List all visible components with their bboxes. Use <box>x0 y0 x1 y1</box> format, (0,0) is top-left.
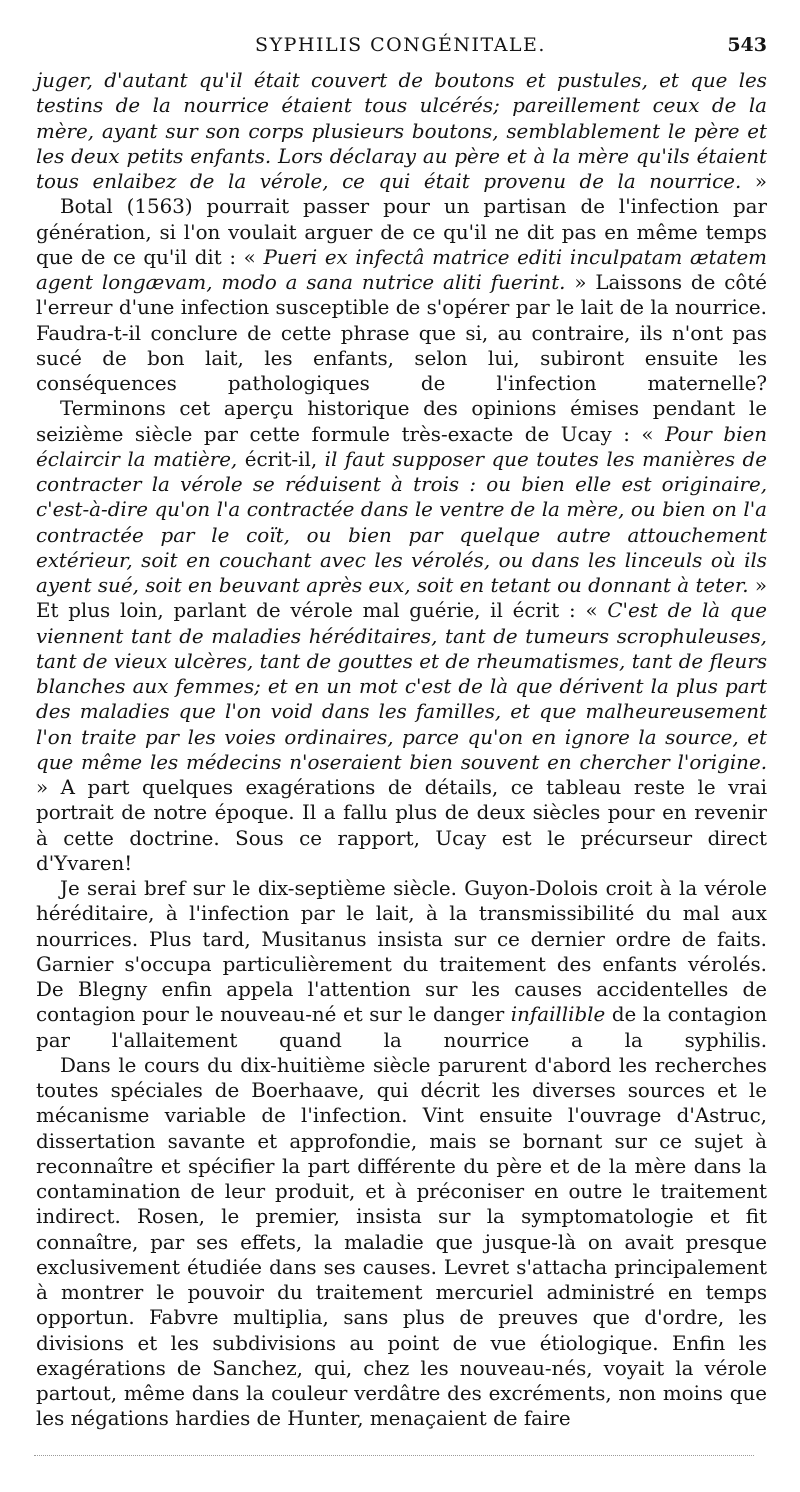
text-segment: Pueri ex infectâ matrice editi inculpatam ætatem agent longævam, modo a sana nutrice aliti fuerint. <box>36 245 767 294</box>
text-segment: Dans le cours du dix-huitième siècle parurent d'abord les recherches toutes spéciales de Boerhaave, qui décrit les diverses sources et le mécanisme variable de l'infection. Vint ensuite l'ouvrage d'Astruc, dissertation savante et approfondie, mais se bornant sur ce sujet à reconnaître et spécifier la part différente du père et de la mère dans la contamination de leur produit, et à préconiser en outre le traitement indirect. Rosen, le premier, insista sur la symptomatologie et fit connaître, par ses effets, la maladie que jusque-là on avait presque exclusivement étudiée dans ses causes. Levret s'attacha principalement à montrer le pouvoir du traitement mercuriel administré en temps opportun. Fabvre multiplia, sans plus de preuves que d'ordre, les divisions et les subdivisions au point de vue étiologique. Enfin les exagérations de Sanchez, qui, chez les nouveau-nés, voyait la vérole partout, même dans la couleur verdâtre des excréments, non moins que les négations hardies de Hunter, menaçaient de faire <box>36 1053 767 1431</box>
text-segment: Je serai bref sur le dix-septième siècle. Guyon-Dolois croit à la vérole héréditaire, à l'infection par le lait, à la transmissibilité du mal aux nourrices. Plus tard, Musitanus insista sur ce dernier ordre de faits. Garnier s'occupa particulièrement du traitement des enfants vérolés. De Blegny enfin appela l'attention sur les causes accidentelles de contagion pour le nouveau-né et sur le danger <box>36 877 767 1027</box>
text-segment: il faut supposer que toutes les manières de contracter la vérole se réduisent à trois : ou bien elle est originaire, c'est-à-dire qu'on l'a contractée dans le ventre de la mère, ou bien on l'a contractée par le coït, ou bien par quelque autre attouchement extérieur, soit en couchant avec les vérolés, ou dans les linceuls où ils ayent sué, soit en beuvant après eux, soit en tetant ou donnant à teter. <box>36 447 767 597</box>
page-header <box>34 26 767 60</box>
text-segment: Terminons cet aperçu historique des opinions émises pendant le seizième siècle par cette formule très-exacte de Ucay : « <box>36 397 767 446</box>
body-text <box>36 68 767 1432</box>
text-segment: de la contagion par l'allaitement quand la nourrice a la syphilis. <box>36 1003 767 1052</box>
running-title: SYPHILIS CONGÉNITALE. <box>255 34 546 56</box>
text-segment: écrit-il, <box>237 447 325 471</box>
text-segment: » Laissons de côté l'erreur d'une infection susceptible de s'opérer par le lait de la nourrice. Faudra-t-il conclure de cette phrase que si, au contraire, ils n'ont pas sucé de bon lait, les enfants, selon lui, subiront ensuite les conséquences pathologiques de l'infection maternelle? <box>36 271 767 395</box>
paragraph-1 <box>36 68 767 194</box>
text-segment: » A part quelques exagérations de détails, ce tableau reste le vrai portrait de notre époque. Il a fallu plus de deux siècles pour en revenir à cette doctrine. Sous ce rapport, Ucay est le précurseur direct d'Yvaren! <box>36 776 767 875</box>
paragraph-3 <box>36 396 767 876</box>
text-segment: » <box>741 170 768 193</box>
text-segment: C'est de là que viennent tant de maladies héréditaires, tant de tumeurs scrophuleuses, tant de vieux ulcères, tant de gouttes et de rheumatismes, tant de fleurs blanches aux femmes; et en un mot c'est de là que dérivent la plus part des maladies que l'on void dans les familles, et que malheureusement l'on traite par les voies ordinaires, parce qu'on en ignore la source, et que même les médecins n'oseraient bien souvent en chercher l'origine. <box>36 599 767 774</box>
text-segment: » Et plus loin, parlant de vérole mal guérie, il écrit : « <box>36 574 767 623</box>
paragraph-5 <box>36 1053 767 1432</box>
text-segment: Pour bien éclaircir la matière, <box>36 422 767 471</box>
page-number: 543 <box>727 34 767 56</box>
text-segment: infaillible <box>510 1003 606 1027</box>
text-segment: Botal (1563) pourrait passer pour un partisan de l'infection par génération, si l'on voulait arguer de ce qu'il ne dit pas en même temps que de ce qu'il dit : « <box>36 195 767 269</box>
paragraph-2 <box>36 194 767 396</box>
text-segment: juger, d'autant qu'il était couvert de boutons et pustules, et que les testins de la nourrice étaient tous ulcérés; pareillement ceux de la mère, ayant sur son corps plusieurs boutons, semblablement le père et les deux petits enfants. Lors déclaray au père et à la mère qu'ils étaient tous enlaibez de la vérole, ce qui était provenu de la nourrice. <box>36 69 767 193</box>
paragraph-4 <box>36 876 767 1053</box>
footer-rule <box>34 1455 754 1456</box>
